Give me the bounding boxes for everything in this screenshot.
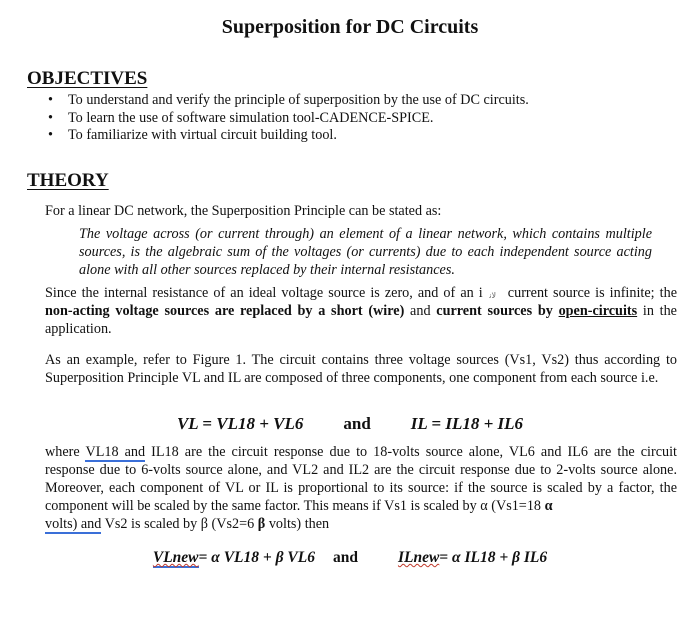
- paragraph-source-replacement: Since the internal resistance of an ideal voltage source is zero, and of an i ﻻﻧ current source is infinite; the non-acting voltage sources are replaced by a short (wire) and current sources by open-circuits in the application.: [45, 285, 677, 337]
- objectives-heading: OBJECTIVES: [27, 68, 148, 89]
- paragraph-example: As an example, refer to Figure 1. The circuit contains three voltage sources (Vs1, Vs2) thus according to Superposition Principle VL and IL are composed of three components, one component from each source i.e.: [45, 352, 677, 386]
- equation-scaled: VLnew= α VL18 + β VL6 and ILnew= α IL18 + β IL6: [152, 549, 548, 566]
- translate-tooltip-icon[interactable]: ﻻﻧ: [489, 291, 497, 300]
- list-item: • To familiarize with virtual circuit building tool.: [48, 127, 337, 143]
- page-title: Superposition for DC Circuits: [221, 16, 479, 38]
- objectives-list: [48, 92, 668, 145]
- list-item: • To learn the use of software simulation tool-CADENCE-SPICE.: [48, 109, 434, 126]
- theory-heading: THEORY: [27, 170, 109, 191]
- equation-components: VL = VL18 + VL6 and IL = IL18 + IL6: [176, 414, 524, 433]
- theory-intro: For a linear DC network, the Superposition Principle can be stated as:: [45, 203, 442, 219]
- bullet-icon: •: [48, 92, 53, 108]
- list-item: • To understand and verify the principle of superposition by the use of DC circuits.: [48, 92, 529, 108]
- superposition-statement: The voltage across (or current through) an element of a linear network, which contains multiple sources, is the algebraic sum of the voltages (or currents) due to each independent source acting alone with all other sources replaced by their internal resistances.: [79, 226, 652, 278]
- paragraph-proportionality: where VL18 and IL18 are the circuit response due to 18-volts source alone, VL6 and IL6 are the circuit response due to 6-volts source alone, and VL2 and IL2 are the circuit response due to 2-volts source alone. Moreover, each component of VL or IL is proportional to its source: if the source is scaled by a factor, the component will be scaled by the same factor. This means if Vs1 is scaled by α (Vs1=18 α volts) and Vs2 is scaled by β (Vs2=6 β volts) then: [45, 444, 677, 532]
- bullet-icon: •: [48, 109, 53, 126]
- bullet-icon: •: [48, 127, 53, 143]
